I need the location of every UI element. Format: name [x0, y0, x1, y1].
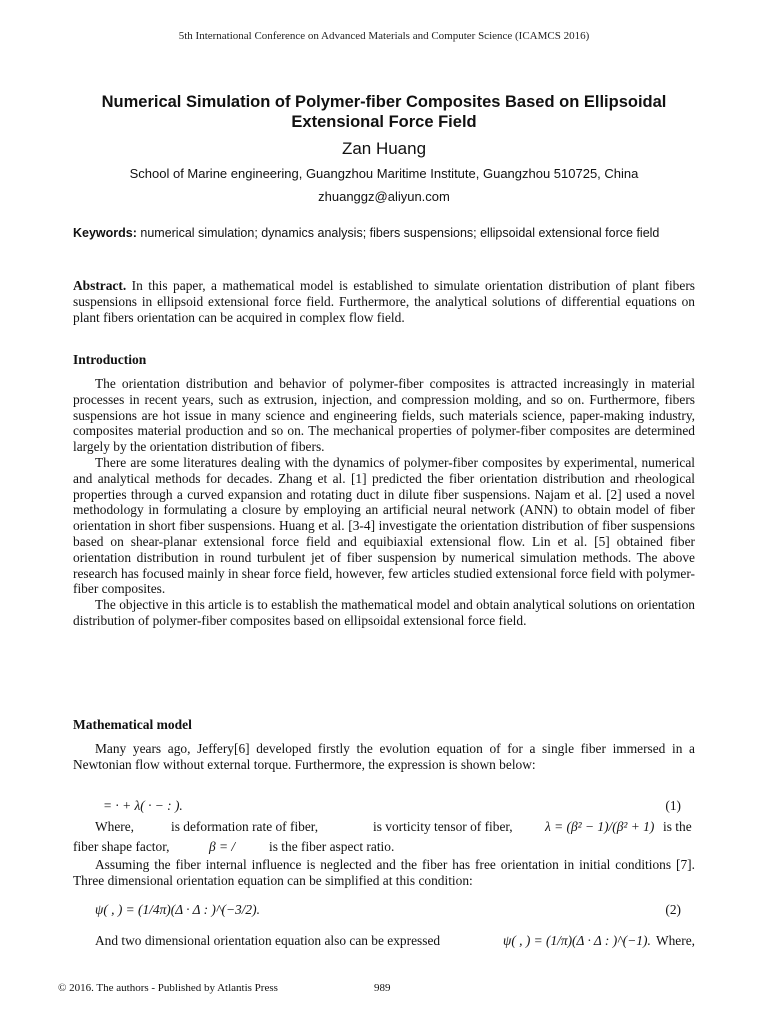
paper-title: Numerical Simulation of Polymer-fiber Composites Based on Ellipsoidal Extensional Force Field — [101, 93, 667, 131]
abstract-text: In this paper, a mathematical model is established to simulate orientation distribution of plant fibers suspensions in ellipsoid extensional force field. Furthermore, the analytical solutions of differential equations on plant fibers orientation can be acquired in complex flow field. — [73, 278, 695, 325]
math-model-para-1 — [73, 741, 695, 773]
intro-paragraph-2: There are some literatures dealing with the dynamics of polymer-fiber composites by experimental, numerical and analytical methods for decades. Zhang et al. [1] predicted the fiber orientation distribution and rheological properties through a curved expansion and rotating duct in dilute fiber suspensions. Najam et al. [2] used a novel methodology in formulating a closure by employing an artificial neural network (ANN) to obtain model of fiber orientation in short fiber suspensions. Huang et al. [3-4] investigate the orientation distribution of fiber suspensions based on shear-planar extensional force field and equibiaxial extensional flow. Lin et al. [5] obtained fiber orientation distribution in round turbulent jet of fiber suspension by numerical simulation methods. The above research has focused mainly in shear force field, however, few articles studied extensional force field with polymer-fiber composites. — [73, 454, 695, 597]
section-heading-math-model: Mathematical model — [73, 717, 192, 732]
abstract — [73, 278, 695, 325]
equation-1 — [73, 798, 695, 818]
author-name: Zan Huang — [341, 139, 427, 158]
author-affiliation: School of Marine engineering, Guangzhou Maritime Institute, Guangzhou 510725, China — [129, 166, 639, 181]
abstract-label: Abstract. — [73, 278, 127, 293]
where-word: Where, — [95, 819, 135, 834]
aspect-ratio-text: is the fiber aspect ratio. — [269, 839, 395, 854]
equation-3-inline: ψ( , ) = (1/π)(Δ · Δ : )^(−1). — [503, 933, 651, 948]
footer-copyright: © 2016. The authors - Published by Atlantis Press — [58, 982, 278, 994]
equation-1-body: = · + λ( · − : ). — [103, 798, 183, 813]
keywords-label: Keywords: — [73, 226, 137, 240]
equation-2-body: ψ( , ) = (1/4π)(Δ · Δ : )^(−3/2). — [95, 902, 260, 917]
lambda-expression: λ = (β² − 1)/(β² + 1) — [545, 819, 655, 834]
author-email[interactable]: zhuanggz@aliyun.com — [318, 189, 450, 204]
math-model-para-2 — [73, 857, 695, 889]
math-para-1-text: Many years ago, Jeffery[6] developed firstly the evolution equation of for a single fiber immersed in a Newtonian flow without external torque. Furthermore, the expression is shown below: — [73, 741, 695, 772]
where-trailing: Where, — [655, 933, 695, 948]
equation-1-number: (1) — [665, 798, 681, 813]
keywords-text: numerical simulation; dynamics analysis; fibers suspensions; ellipsoidal extensional force field — [136, 226, 660, 240]
beta-expression: β = / — [209, 839, 236, 854]
math-para-3-text: And two dimensional orientation equation also can be expressed — [95, 933, 441, 948]
equation-2-number: (2) — [665, 902, 681, 917]
intro-paragraph-1: The orientation distribution and behavior of polymer-fiber composites is attracted increasingly in material processes in recent years, such as extrusion, injection, and compression molding, and so on. Furthermore, fibers suspensions are hot issue in many science and engineering fields, such materials science, paper-making industry, composites material production and so on. The mechanical properties of polymer-fiber composites are determined largely by the orientation distribution of fibers. — [73, 376, 695, 455]
section-heading-introduction: Introduction — [73, 352, 147, 367]
is-the-text: is the — [663, 819, 692, 834]
keywords — [73, 226, 695, 241]
running-header: 5th International Conference on Advanced Materials and Computer Science (ICAMCS 2016) — [178, 30, 590, 42]
vorticity-text: is vorticity tensor of fiber, — [373, 819, 513, 834]
introduction-body — [73, 376, 695, 629]
intro-paragraph-3: The objective in this article is to establish the mathematical model and obtain analytical solutions on orientation distribution of polymer-fiber composites based on ellipsoidal extensional force field. — [73, 597, 695, 628]
shape-factor-text: fiber shape factor, — [73, 839, 170, 854]
math-para-2-text: Assuming the fiber internal influence is neglected and the fiber has free orientation in initial conditions [7]. Three dimensional orientation equation can be simplified at this condition: — [73, 857, 695, 888]
page-number: 989 — [374, 982, 391, 994]
deformation-text: is deformation rate of fiber, — [171, 819, 319, 834]
equation-2 — [73, 902, 695, 922]
